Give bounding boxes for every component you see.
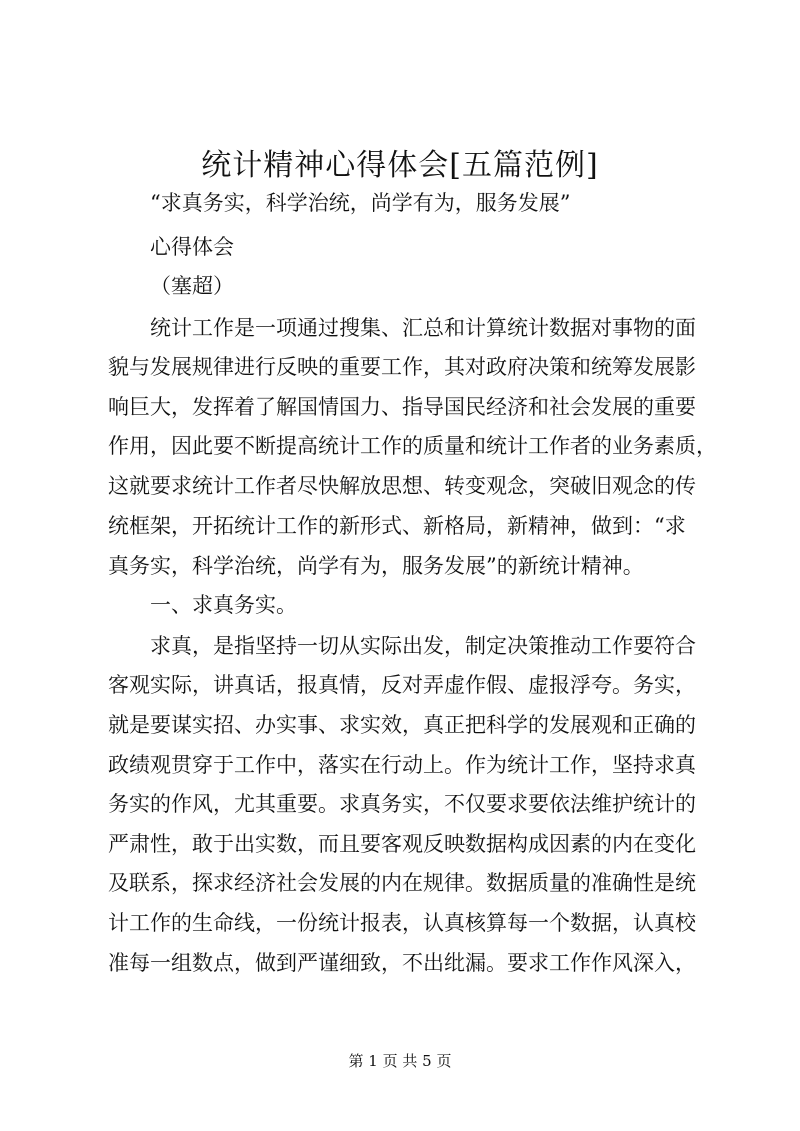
paragraph-line: 及联系，探求经济社会发展的内在规律。数据质量的准确性是统 [108,871,696,895]
paragraph-line: 统框架，开拓统计工作的新形式、新格局，新精神，做到：“求 [108,514,686,538]
paragraph-line: 准每一组数点，做到严谨细致，不出纰漏。要求工作作风深入， [108,951,696,975]
paragraph-line: 政绩观贯穿于工作中，落实在行动上。作为统计工作，坚持求真 [108,753,696,777]
paragraph-line: 客观实际，讲真话，报真情，反对弄虚作假、虚报浮夸。务实， [108,673,696,697]
subtitle-line: 心得体会 [150,235,234,259]
paragraph-line: 真务实，科学治统，尚学有为，服务发展”的新统计精神。 [108,554,644,578]
page-footer: 第 1 页 共 5 页 [348,1052,452,1070]
paragraph-line: 严肃性，敢于出实数，而且要客观反映数据构成因素的内在变化 [108,832,696,856]
paragraph-line: 貌与发展规律进行反映的重要工作，其对政府决策和统筹发展影 [108,355,696,379]
paragraph-line: 求真，是指坚持一切从实际出发，制定决策推动工作要符合 [150,634,696,658]
subtitle-line: “求真务实，科学治统，尚学有为，服务发展” [150,191,571,215]
section-heading: 一、求真务实。 [150,593,297,617]
document-title: 统计精神心得体会[五篇范例] [201,148,599,183]
paragraph-line: 务实的作风，尤其重要。求真务实，不仅要求要依法维护统计的 [108,792,696,816]
author-line: （塞超） [150,274,234,298]
paragraph-line: 这就要求统计工作者尽快解放思想、转变观念，突破旧观念的传 [108,474,696,498]
paragraph-line: 计工作的生命线，一份统计报表，认真核算每一个数据，认真校 [108,911,696,935]
paragraph-line: 响巨大，发挥着了解国情国力、指导国民经济和社会发展的重要 [108,395,696,419]
paragraph-line: 统计工作是一项通过搜集、汇总和计算统计数据对事物的面 [150,316,696,340]
paragraph-line: 就是要谋实招、办实事、求实效，真正把科学的发展观和正确的 [108,713,696,737]
paragraph-line: 作用，因此要不断提高统计工作的质量和统计工作者的业务素质， [108,434,717,458]
